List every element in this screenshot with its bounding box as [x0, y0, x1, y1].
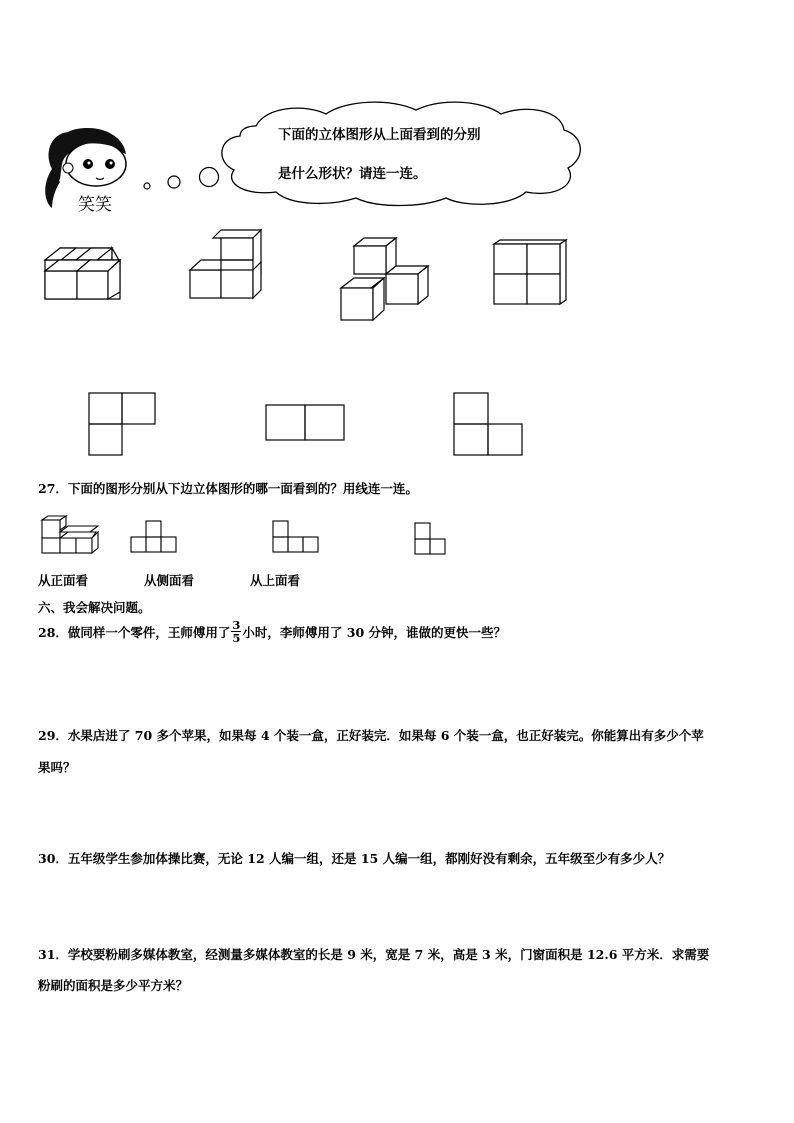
girl-name: 笑笑 [78, 195, 112, 215]
q28-after: 小时，李师傅用了 30 分钟，谁做的更快一些？ [242, 624, 507, 640]
q27-view-2 [272, 520, 320, 556]
q27-label-top: 从上面看 [250, 573, 301, 588]
q29-line-2: 果吗？ [38, 760, 76, 775]
q31-line-1: 31．学校要粉刷多媒体教室，经测量多媒体教室的长是 9 米，宽是 7 米，高是 3 米，门窗面积是 12.6 平方米．求需要 [38, 947, 710, 962]
q28-fraction [231, 619, 241, 644]
cube-figure-4 [490, 236, 570, 308]
view-shape-3 [453, 392, 525, 458]
cloud-line-2: 是什么形状？请连一连。 [278, 166, 427, 182]
q28-before: 28．做同样一个零件，王师傅用了 [38, 624, 231, 640]
section-6-heading: 六、我会解决问题。 [38, 600, 151, 615]
cube-figure-2 [185, 226, 265, 304]
q28-frac-den: 5 [232, 631, 241, 645]
q27-label-front: 从正面看 [38, 573, 89, 588]
q27-text: 27．下面的图形分别从下边立体图形的哪一面看到的？用线连一连。 [38, 481, 418, 496]
q27-label-side: 从侧面看 [144, 573, 195, 588]
q28-text [38, 619, 506, 644]
q28-frac-num: 3 [232, 618, 241, 632]
cloud-line-1: 下面的立体图形从上面看到的分别 [278, 127, 481, 143]
q27-view-3 [414, 522, 448, 558]
q30-text: 30．五年级学生参加体操比赛，无论 12 人编一组，还是 15 人编一组，都刚好没有剩余，五年级至少有多少人？ [38, 851, 671, 866]
thought-dots [140, 160, 225, 195]
q27-cube-figure [38, 514, 103, 556]
view-shape-2 [265, 404, 347, 444]
q31-line-2: 粉刷的面积是多少平方米？ [38, 978, 189, 993]
cube-figure-1 [40, 244, 125, 304]
cube-figure-3 [336, 234, 436, 326]
thought-cloud [216, 96, 586, 208]
q29-line-1: 29．水果店进了 70 多个苹果，如果每 4 个装一盒，正好装完．如果每 6 个装一盒，也正好装完。你能算出有多少个苹 [38, 728, 704, 743]
view-shape-1 [88, 392, 158, 458]
q27-view-1 [130, 520, 178, 556]
